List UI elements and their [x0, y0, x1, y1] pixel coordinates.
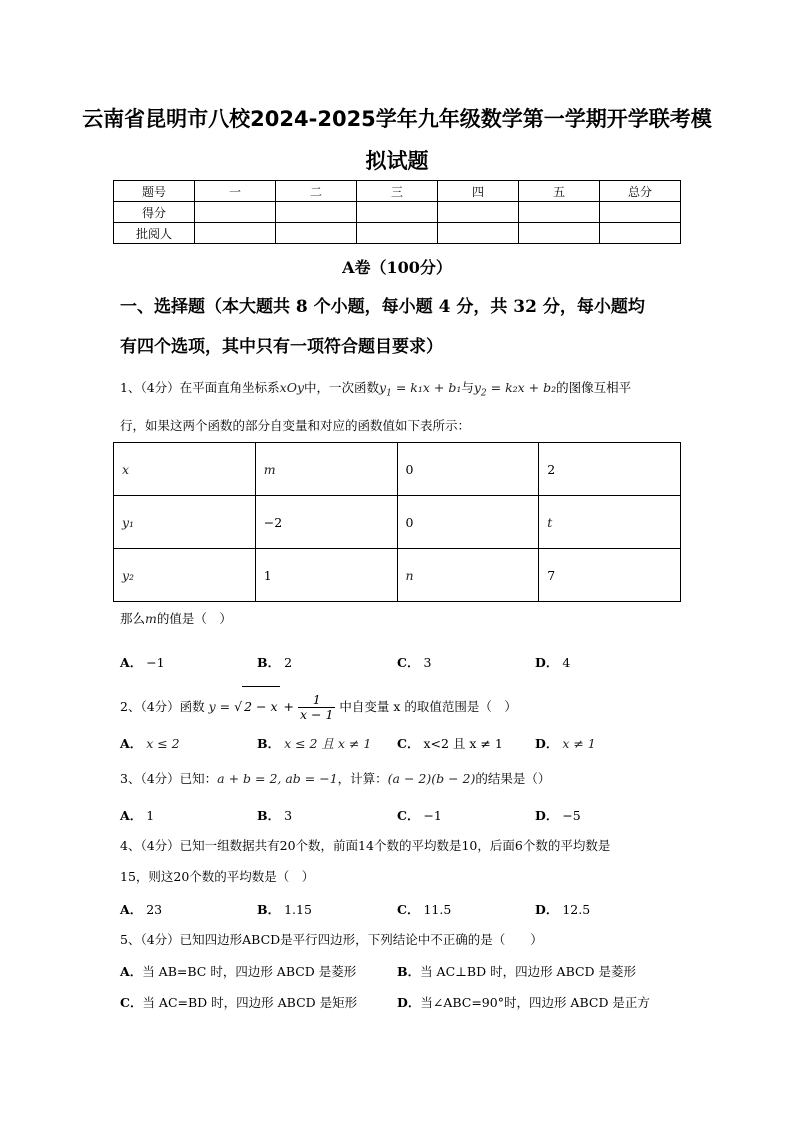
q1-y1: $y_1 = k_1x + b_1$: [379, 380, 462, 399]
q1-y2: $y_2 = k_2x + b_2$: [473, 380, 557, 399]
section-heading-line-1: 一、选择题（本大题共 8 个小题，每小题 4 分，共 32 分，每小题均: [120, 297, 645, 317]
score-blank-cell: [195, 202, 276, 223]
question-2: 2、（4分）函数 y = √ 2 − x + $\frac{1}{x - 1}$ 中自变量 x 的取值范围是（ ）: [120, 686, 690, 727]
q3-option-c[interactable]: C． −1: [397, 808, 442, 823]
page-title-line-2: 拟试题: [365, 149, 429, 173]
table-cell: y₁: [114, 496, 256, 549]
table-cell: −2: [255, 496, 397, 549]
score-blank-cell: [357, 202, 438, 223]
score-blank-cell: [519, 223, 600, 244]
page-title-line-1: 云南省昆明市八校2024-2025学年九年级数学第一学期开学联考模: [82, 107, 712, 131]
question-3: 3、（4分）已知：a + b = 2, ab = −1，计算：(a − 2)(b − 2)的结果是（）: [120, 771, 551, 786]
q4-option-c[interactable]: C． 11.5: [397, 902, 452, 917]
score-blank-cell: [357, 223, 438, 244]
sqrt-icon: √: [234, 699, 243, 714]
score-blank-cell: [276, 223, 357, 244]
score-header-cell: 四: [438, 181, 519, 202]
q1-option-c[interactable]: C． 3: [397, 655, 432, 670]
q5-option-d[interactable]: D．当∠ABC=90°时，四边形 ABCD 是正方: [397, 995, 650, 1010]
q4-option-b[interactable]: B． 1.15: [257, 902, 312, 917]
score-blank-cell: [438, 223, 519, 244]
table-cell: t: [539, 496, 681, 549]
table-cell: x: [114, 443, 256, 496]
q1-prefix: 1、（4分）在平面直角坐标系: [120, 380, 280, 395]
question-1-line-2: 行，如果这两个函数的部分自变量和对应的函数值如下表所示：: [120, 418, 471, 433]
q1-mid1: 中，一次函数: [304, 380, 380, 395]
question-5-line-1: 5、（4分）已知四边形ABCD是平行四边形，下列结论中不正确的是（ ）: [120, 932, 543, 947]
q1-value-table: [113, 442, 681, 602]
q3-option-d[interactable]: D． −5: [535, 808, 581, 823]
score-blank-cell: [519, 202, 600, 223]
q2-option-c[interactable]: C． x<2 且 x ≠ 1: [397, 736, 503, 751]
q1-option-b[interactable]: B． 2: [257, 655, 293, 670]
score-header-cell: 题号: [114, 181, 195, 202]
score-blank-cell: [600, 202, 681, 223]
score-blank-cell: [438, 202, 519, 223]
q4-option-d[interactable]: D． 12.5: [535, 902, 591, 917]
score-header-cell: 总分: [600, 181, 681, 202]
q5-option-a[interactable]: A．当 AB=BC 时，四边形 ABCD 是菱形: [120, 964, 357, 979]
q2-option-b[interactable]: B． x ≤ 2 且 x ≠ 1: [257, 736, 372, 751]
table-cell: y₂: [114, 549, 256, 602]
q2-fraction: $\frac{1}{x - 1}$: [300, 692, 334, 722]
q1-option-a[interactable]: A． −1: [120, 655, 165, 670]
score-blank-cell: [195, 223, 276, 244]
score-row-label: 批阅人: [114, 223, 195, 244]
q1-suffix: 的图像互相平: [556, 380, 632, 395]
table-cell: 7: [539, 549, 681, 602]
score-table-row-piyue: [114, 223, 681, 244]
score-blank-cell: [276, 202, 357, 223]
question-4-line-2: 15，则这20个数的平均数是（ ）: [120, 869, 315, 884]
score-header-cell: 三: [357, 181, 438, 202]
table-row: [114, 443, 681, 496]
score-header-cell: 二: [276, 181, 357, 202]
q5-option-c[interactable]: C．当 AC=BD 时，四边形 ABCD 是矩形: [120, 995, 358, 1010]
table-cell: n: [397, 549, 539, 602]
q3-option-b[interactable]: B． 3: [257, 808, 293, 823]
question-4-line-1: 4、（4分）已知一组数据共有20个数，前面14个数的平均数是10，后面6个数的平均数是: [120, 838, 611, 853]
q1-coord: xOy: [279, 380, 305, 395]
score-table: [113, 180, 681, 244]
q1-mid2: 与: [461, 380, 474, 395]
q3-option-a[interactable]: A． 1: [120, 808, 155, 823]
score-table-row-defen: [114, 202, 681, 223]
q2-option-d[interactable]: D． x ≠ 1: [535, 736, 596, 751]
score-header-cell: 五: [519, 181, 600, 202]
question-1-line-1: [120, 379, 690, 403]
score-header-cell: 一: [195, 181, 276, 202]
q5-option-b[interactable]: B．当 AC⊥BD 时，四边形 ABCD 是菱形: [397, 964, 637, 979]
table-row: [114, 549, 681, 602]
table-cell: 1: [255, 549, 397, 602]
section-heading-line-2: 有四个选项，其中只有一项符合题目要求）: [120, 337, 443, 357]
question-1-ask: 那么m的值是（ ）: [120, 611, 232, 626]
table-cell: 2: [539, 443, 681, 496]
score-table-header-row: [114, 181, 681, 202]
volume-label: A卷（100分）: [342, 258, 452, 277]
table-cell: 0: [397, 496, 539, 549]
q4-option-a[interactable]: A． 23: [120, 902, 163, 917]
table-cell: m: [255, 443, 397, 496]
score-row-label: 得分: [114, 202, 195, 223]
table-cell: 0: [397, 443, 539, 496]
q2-option-a[interactable]: A． x ≤ 2: [120, 736, 180, 751]
score-blank-cell: [600, 223, 681, 244]
q1-option-d[interactable]: D． 4: [535, 655, 571, 670]
table-row: [114, 496, 681, 549]
